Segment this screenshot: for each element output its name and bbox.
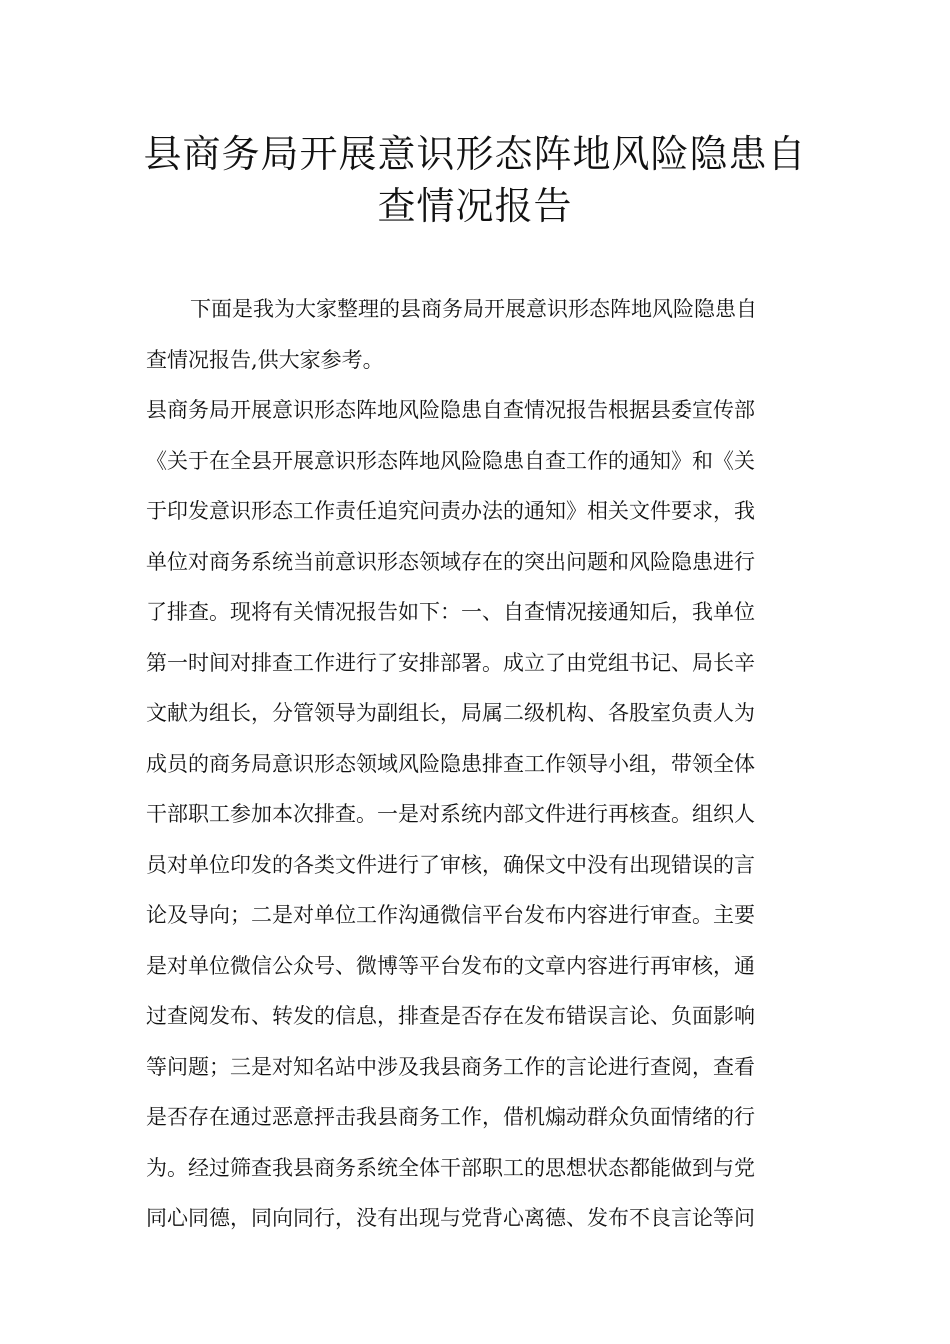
body-line-10: 员对单位印发的各类文件进行了审核，确保文中没有出现错误的言 [146, 852, 755, 877]
body-line-7: 文献为组长，分管领导为副组长，局属二级机构、各股室负责人为 [146, 701, 755, 725]
body-line-1: 县商务局开展意识形态阵地风险隐患自查情况报告根据县委宣传部 [146, 398, 755, 422]
body-line-5: 了排查。现将有关情况报告如下：一、自查情况接通知后，我单位 [146, 600, 755, 624]
body-line-9: 干部职工参加本次排查。一是对系统内部文件进行再核查。组织人 [146, 802, 755, 826]
body-line-4: 单位对商务系统当前意识形态领域存在的突出问题和风险隐患进行 [146, 549, 755, 574]
title-line-2: 查情况报告 [377, 184, 573, 228]
body-line-11: 论及导向；二是对单位工作沟通微信平台发布内容进行审查。主要 [146, 903, 755, 927]
intro-line-1: 下面是我为大家整理的县商务局开展意识形态阵地风险隐患自 [190, 297, 757, 321]
body-line-6: 第一时间对排查工作进行了安排部署。成立了由党组书记、局长辛 [146, 650, 755, 675]
body-line-3: 于印发意识形态工作责任追究问责办法的通知》相关文件要求，我 [146, 499, 755, 523]
body-line-14: 等问题；三是对知名站中涉及我县商务工作的言论进行查阅，查看 [146, 1054, 755, 1079]
intro-line-2: 查情况报告,供大家参考。 [146, 347, 384, 372]
title-line-1: 县商务局开展意识形态阵地风险隐患自 [143, 132, 807, 176]
body-line-15: 是否存在通过恶意抨击我县商务工作，借机煽动群众负面情绪的行 [146, 1105, 755, 1129]
body-line-13: 过查阅发布、转发的信息，排查是否存在发布错误言论、负面影响 [146, 1004, 755, 1028]
body-line-16: 为。经过筛查我县商务系统全体干部职工的思想状态都能做到与党 [146, 1155, 755, 1180]
body-line-8: 成员的商务局意识形态领域风险隐患排查工作领导小组，带领全体 [146, 751, 755, 776]
body-line-2: 《关于在全县开展意识形态阵地风险隐患自查工作的通知》和《关 [146, 448, 755, 473]
body-line-12: 是对单位微信公众号、微博等平台发布的文章内容进行再审核，通 [146, 953, 755, 978]
document-body [146, 284, 808, 1244]
body-line-17: 同心同德，同向同行，没有出现与党背心离德、发布不良言论等问 [146, 1206, 755, 1230]
document-title [120, 128, 830, 232]
